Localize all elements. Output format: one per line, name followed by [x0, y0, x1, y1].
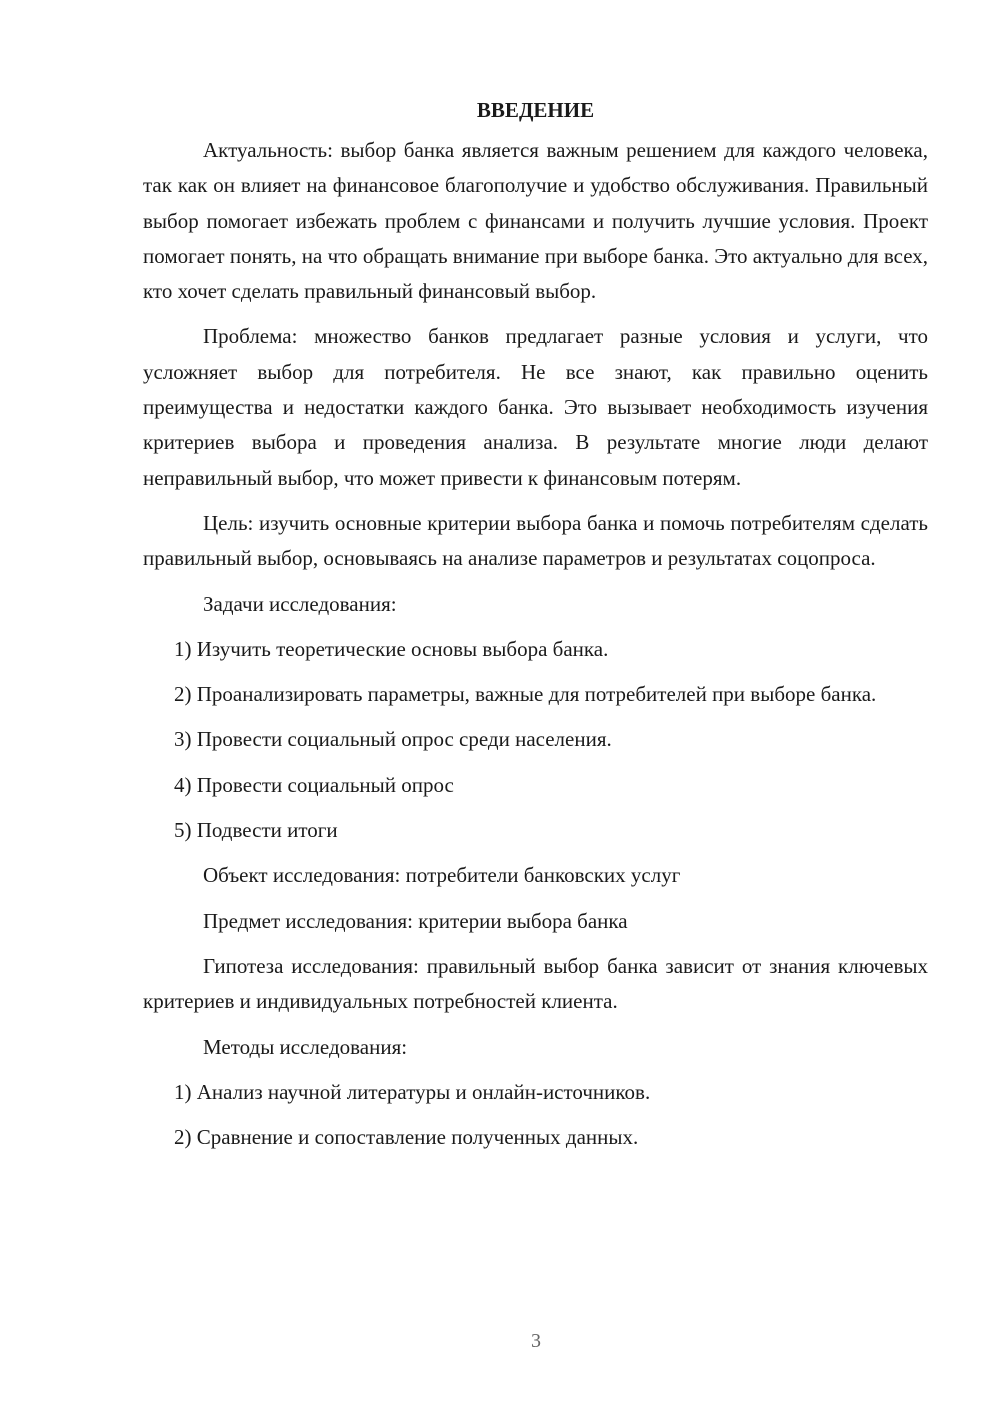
paragraph-goal: Цель: изучить основные критерии выбора банка и помочь потребителям сделать правильный выбор, основываясь на анализе параметров и результатах соцопроса. — [143, 510, 928, 571]
section-title: ВВЕДЕНИЕ — [476, 98, 595, 122]
document-page — [143, 92, 928, 1155]
research-object: Объект исследования: потребители банковских услуг — [203, 863, 681, 888]
page-number: 3 — [531, 1330, 541, 1352]
method-item: 2) Сравнение и сопоставление полученных данных. — [174, 1125, 639, 1150]
research-hypothesis: Гипотеза исследования: правильный выбор банка зависит от знания ключевых критериев и индивидуальных потребностей клиента. — [143, 953, 928, 1014]
task-item: 5) Подвести итоги — [174, 818, 338, 843]
task-item: 1) Изучить теоретические основы выбора банка. — [174, 636, 609, 661]
task-item: 4) Провести социальный опрос — [174, 772, 454, 797]
tasks-heading: Задачи исследования: — [203, 591, 397, 616]
task-item: 3) Провести социальный опрос среди населения. — [174, 727, 612, 752]
paragraph-problem: Проблема: множество банков предлагает разные условия и услуги, что усложняет выбор для потребителя. Не все знают, как правильно оценить преимущества и недостатки каждого банка. Это вызывает необходимость изучения критериев выбора и проведения анализа. В результате многие люди делают неправильный выбор, что может привести к финансовым потерям. — [143, 324, 928, 490]
methods-heading: Методы исследования: — [203, 1034, 408, 1059]
method-item: 1) Анализ научной литературы и онлайн-источников. — [174, 1079, 651, 1104]
paragraph-relevance: Актуальность: выбор банка является важным решением для каждого человека, так как он влияет на финансовое благополучие и удобство обслуживания. Правильный выбор помогает избежать проблем с финансами и получить лучшие условия. Проект помогает понять, на что обращать внимание при выборе банка. Это актуально для всех, кто хочет сделать правильный финансовый выбор. — [143, 138, 928, 304]
research-subject: Предмет исследования: критерии выбора банка — [203, 908, 628, 933]
task-item: 2) Проанализировать параметры, важные для потребителей при выборе банка. — [174, 682, 877, 707]
